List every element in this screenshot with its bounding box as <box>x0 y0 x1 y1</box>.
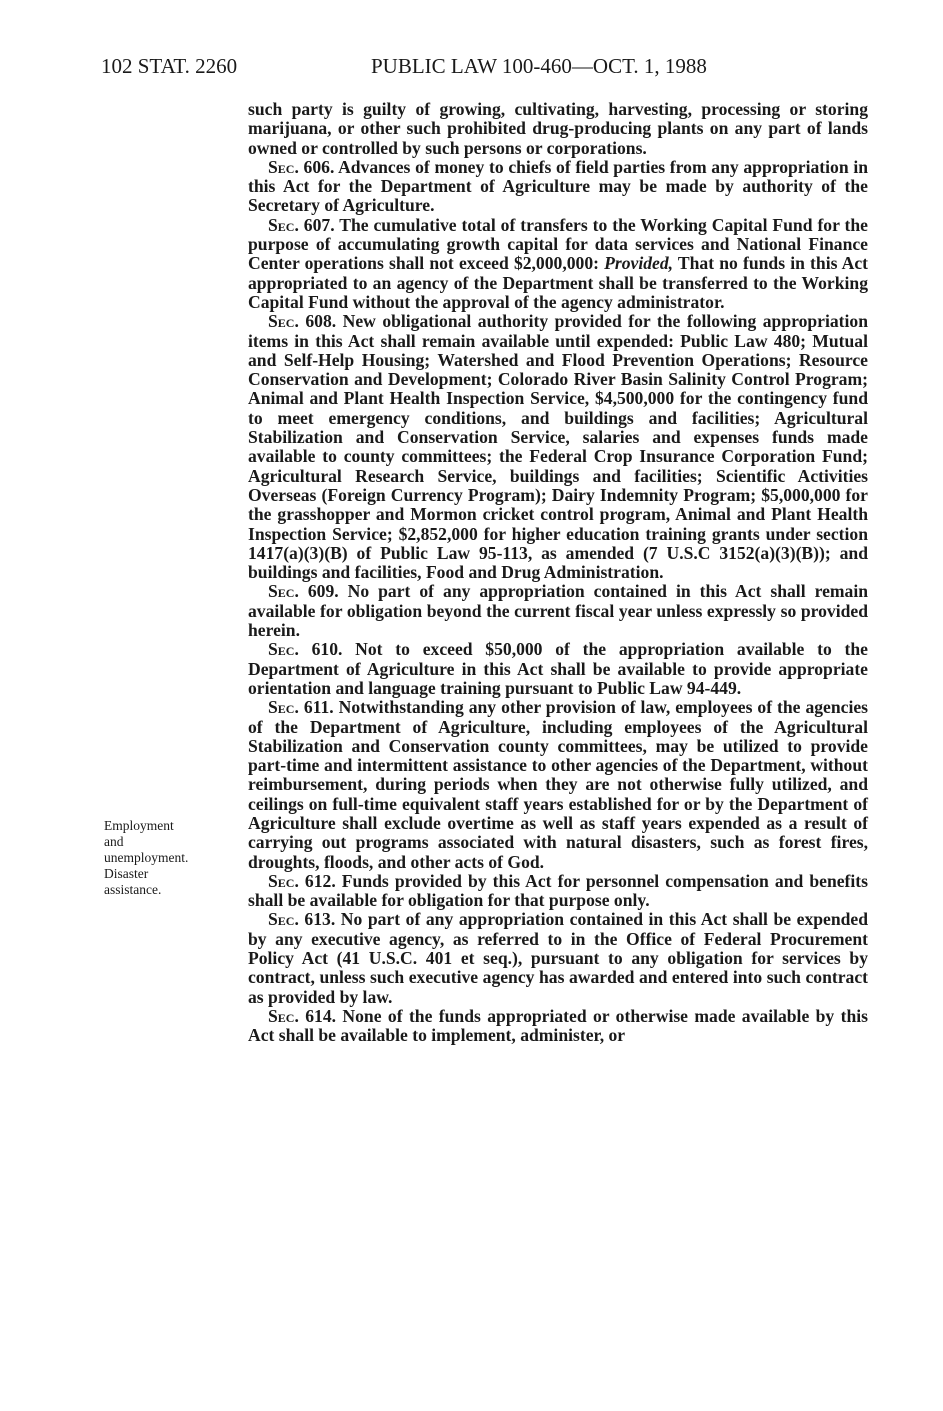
section-label: Sec. <box>268 909 299 930</box>
section-label: Sec. <box>268 870 299 891</box>
page-header <box>101 52 761 80</box>
section-label: Sec. <box>268 639 299 660</box>
public-law-title: PUBLIC LAW 100-460—OCT. 1, 1988 <box>371 54 707 78</box>
section-text: 612. Funds provided by this Act for personnel compensation and benefits shall be available for obligation for that purpose only. <box>248 870 868 911</box>
section-label: Sec. <box>268 581 299 602</box>
statute-page-number: 102 STAT. 2260 <box>101 54 238 78</box>
section-text: 609. No part of any appropriation contained in this Act shall remain available for obligation beyond the current fiscal year unless expressly so provided herein. <box>248 581 868 641</box>
body-text <box>248 100 868 1046</box>
section-text: 611. Notwithstanding any other provision of law, employees of the agencies of the Department of Agriculture, including employees of the Agricultural Stabilization and Conservation county committees, may be utilized to provide part-time and intermittent assistance to other agencies of the Department, without reimbursement, during periods when they are not otherwise fully utilized, and ceilings on full-time equivalent staff years established for or by the Department of Agriculture shall exclude overtime as well as staff years expended as a result of carrying out programs associated with natural disasters, such as forest fires, droughts, floods, and other acts of God. <box>248 697 868 872</box>
section-text: 607. The cumulative total of transfers to the Working Capital Fund for the purpose of accumulating growth capital for data services and National Finance Center operations shall not exceed $2,000,000: <box>248 214 868 274</box>
section-610 <box>248 640 868 698</box>
margin-note-line: and <box>104 834 124 849</box>
section-613 <box>248 910 868 1006</box>
section-609 <box>248 582 868 640</box>
section-label: Sec. <box>268 156 299 177</box>
margin-note-line: Disaster <box>104 866 149 881</box>
section-label: Sec. <box>268 311 299 332</box>
section-608 <box>248 312 868 582</box>
margin-note-line: unemployment. <box>104 850 189 865</box>
section-612 <box>248 872 868 911</box>
section-614 <box>248 1007 868 1046</box>
section-text: 613. No part of any appropriation contained in this Act shall be expended by any executive agency, as referred to in the Office of Federal Procurement Policy Act (41 U.S.C. 401 et seq.), pursuant to any obligation for services by contract, unless such executive agency has awarded and entered into such contract as provided by law. <box>248 909 868 1007</box>
section-text: 614. None of the funds appropriated or otherwise made available by this Act shall be available to implement, administer, or <box>248 1005 868 1046</box>
section-606 <box>248 158 868 216</box>
paragraph-text: such party is guilty of growing, cultivating, harvesting, processing or storing marijuana, or other such prohibited drug-producing plants on any part of lands owned or controlled by such persons or corporations. <box>248 99 868 158</box>
margin-note-line: assistance. <box>104 882 162 897</box>
section-label: Sec. <box>268 214 299 235</box>
section-label: Sec. <box>268 1005 299 1026</box>
margin-note-line: Employment <box>104 818 174 833</box>
section-text: 608. New obligational authority provided for the following appropriation items in this Act shall remain available until expended: Public Law 480; Mutual and Self-Help Housing; Watershed and Flood Prevention Operations; Resource Conservation and Development; Colorado River Basin Salinity Control Program; Animal and Plant Health Inspection Service, $4,500,000 for the contingency fund to meet emergency conditions, and buildings and facilities; Agricultural Stabilization and Conservation Service, salaries and expenses funds made available to county committees; the Federal Crop Insurance Corporation Fund; Agricultural Research Service, buildings and facilities; Scientific Activities Overseas (Foreign Currency Program); Dairy Indemnity Program; $5,000,000 for the grasshopper and Mormon cricket control program, Animal and Plant Health Inspection Service; $2,852,000 for higher education training grants under section 1417(a)(3)(B) of Public Law 95-113, as amended (7 U.S.C 3152(a)(3)(B)); and buildings and facilities, Food and Drug Administration. <box>248 311 868 583</box>
paragraph-continuation <box>248 100 868 158</box>
section-text: 606. Advances of money to chiefs of field parties from any appropriation in this Act for the Department of Agriculture may be made by authority of the Secretary of Agriculture. <box>248 156 868 216</box>
provided-italic: Provided, <box>604 253 674 274</box>
section-text-continued: That no funds in this Act appropriated to an agency of the Department shall be transferred to the Working Capital Fund without the approval of the agency administrator. <box>248 253 868 312</box>
section-611 <box>248 698 868 872</box>
margin-note <box>104 818 244 898</box>
section-label: Sec. <box>268 697 299 718</box>
section-text: 610. Not to exceed $50,000 of the appropriation available to the Department of Agriculture in this Act shall be available to provide appropriate orientation and language training pursuant to Public Law 94-449. <box>248 639 868 698</box>
section-607 <box>248 216 868 312</box>
